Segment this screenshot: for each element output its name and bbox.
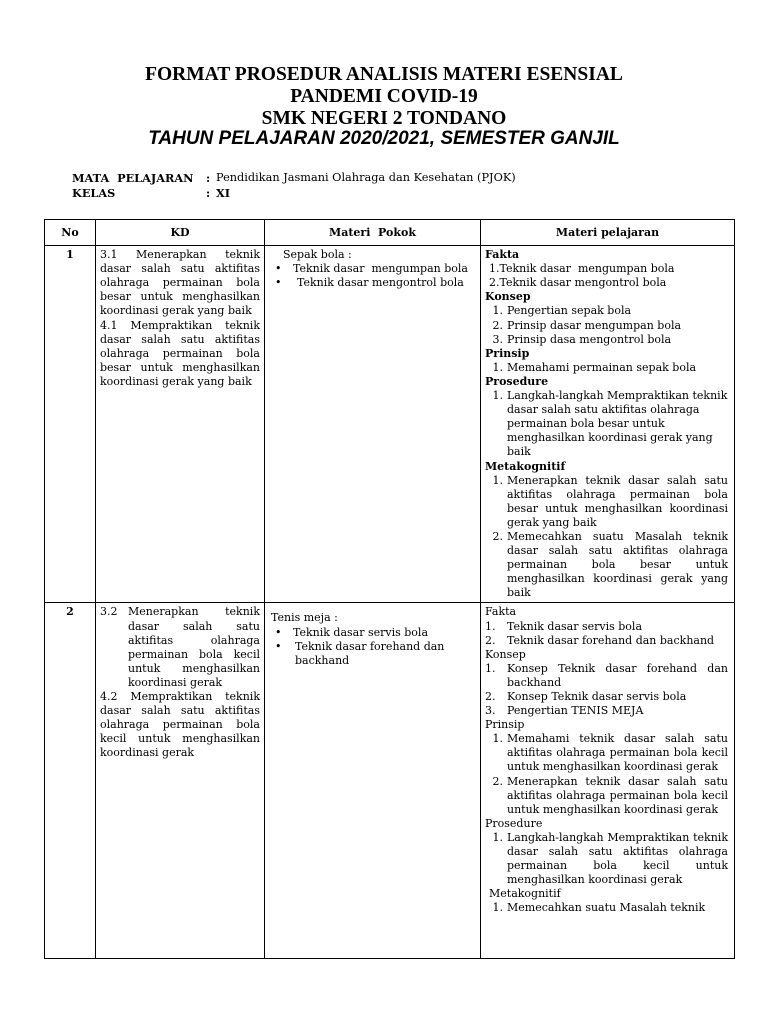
list-number: 1. — [485, 619, 496, 633]
kd-cell — [96, 603, 265, 959]
list-number: 2. — [492, 318, 503, 332]
list-number: 1. — [492, 901, 503, 915]
list-item-text: Teknik dasar servis bola — [507, 619, 643, 633]
list-item-text: Memahami permainan sepak bola — [507, 360, 697, 374]
materi-pokok-title: Tenis meja : — [271, 611, 338, 625]
bullet-icon: • — [275, 625, 282, 639]
list-item — [485, 389, 730, 459]
list-item — [485, 530, 730, 600]
list-item-text: Memahami teknik dasar salah satu aktifitas olahraga permainan bola kecil untuk menghasilkan koordinasi gerak — [507, 732, 728, 774]
doc-title-line-3: SMK NEGERI 2 TONDANO — [261, 108, 507, 129]
meta-subject-sep: : — [206, 171, 211, 185]
list-number: 1. — [492, 360, 503, 374]
list-number: 2. — [485, 690, 496, 703]
list-item-text: Langkah-langkah Mempraktikan teknik dasar salah satu aktifitas olahraga permainan bola kecil untuk menghasilkan koordinasi gerak — [507, 830, 728, 887]
list-item — [485, 690, 730, 704]
list-number: 2. — [489, 276, 500, 290]
table-row — [45, 246, 735, 603]
list-item — [485, 732, 730, 774]
section-heading: Fakta — [485, 248, 520, 262]
list-number: 2. — [485, 633, 496, 647]
list-item — [273, 276, 476, 290]
materi-pokok-cell — [265, 246, 481, 603]
list-item-text: Teknik dasar mengontrol bola — [499, 276, 667, 290]
list-item-text: Teknik dasar forehand dan backhand — [507, 633, 715, 647]
list-item — [273, 640, 476, 668]
section-heading: Prinsip — [485, 718, 525, 732]
kd-item — [100, 605, 260, 690]
doc-title-line-2: PANDEMI COVID-19 — [290, 86, 478, 107]
list-number: 1. — [485, 661, 496, 675]
list-number: 1. — [492, 830, 503, 844]
header-no: No — [45, 220, 96, 246]
kd-number: 3.2 — [100, 605, 118, 619]
header-kd: KD — [96, 220, 265, 246]
list-item-text: Konsep Teknik dasar servis bola — [507, 690, 687, 703]
materi-pelajaran-cell — [481, 246, 735, 603]
list-item-text: Menerapkan teknik dasar salah satu aktifitas olahraga permainan bola kecil untuk menghasilkan koordinasi gerak — [507, 774, 728, 816]
row-number: 1 — [45, 246, 96, 603]
section-heading: Konsep — [485, 290, 531, 304]
materi-pokok-cell — [265, 603, 481, 959]
document-meta — [72, 171, 516, 200]
list-item-text: Memecahkan suatu Masalah teknik dasar salah satu aktifitas olahraga permainan bola besar untuk menghasilkan koordinasi gerak yang baik — [507, 529, 728, 600]
bullet-icon: • — [275, 639, 282, 653]
table-row — [45, 603, 735, 959]
list-item — [485, 319, 730, 333]
list-item — [273, 626, 476, 640]
list-item — [485, 901, 730, 915]
section-heading: Metakognitif — [489, 887, 561, 901]
section-heading: Prosedure — [485, 816, 543, 830]
list-item — [485, 333, 730, 347]
analysis-table — [44, 219, 735, 959]
list-item — [485, 304, 730, 318]
section-heading: Metakognitif — [485, 459, 566, 473]
list-item-text: Memecahkan suatu Masalah teknik — [507, 901, 706, 915]
list-item — [485, 474, 730, 530]
header-materi-pelajaran: Materi pelajaran — [481, 220, 735, 246]
list-item-text: Teknik dasar mengontrol bola — [297, 276, 464, 290]
materi-pelajaran-cell — [481, 603, 735, 959]
list-item-text: Teknik dasar servis bola — [293, 625, 429, 639]
header-materi-pokok: Materi Pokok — [265, 220, 481, 246]
meta-class-sep: : — [206, 185, 211, 200]
list-number: 1. — [492, 732, 503, 746]
section-heading: Prosedure — [485, 374, 549, 388]
list-item-text: Konsep Teknik dasar forehand dan backhand — [507, 661, 728, 689]
list-item — [485, 276, 730, 290]
list-item — [485, 704, 730, 718]
kd-text: 4.2 Mempraktikan teknik dasar salah satu aktifitas olahraga permainan bola kecil untuk menghasilkan koordinasi gerak — [100, 690, 264, 760]
list-item-text: Prinsip dasa mengontrol bola — [507, 332, 672, 346]
list-item — [485, 634, 730, 648]
kd-cell — [96, 246, 265, 603]
meta-subject-label: MATA PELAJARAN — [72, 171, 194, 185]
materi-pokok-title: Sepak bola : — [283, 248, 352, 262]
section-heading: Konsep — [485, 647, 526, 661]
list-item-text: Menerapkan teknik dasar salah satu aktifitas olahraga permainan bola besar untuk menghasilkan koordinasi gerak yang baik — [507, 473, 728, 529]
list-item — [273, 262, 476, 276]
meta-subject-value: Pendidikan Jasmani Olahraga dan Kesehatan (PJOK) — [216, 171, 516, 184]
kd-text: Menerapkan teknik dasar salah satu aktifitas olahraga permainan bola kecil untuk menghasilkan koordinasi gerak — [128, 605, 260, 689]
list-item — [485, 262, 730, 276]
list-number: 2. — [492, 529, 503, 543]
section-heading: Fakta — [485, 605, 517, 619]
list-item — [485, 662, 730, 690]
list-item — [485, 361, 730, 375]
list-number: 1. — [489, 262, 500, 276]
list-item-text: Pengertian TENIS MEJA — [507, 704, 644, 718]
doc-title-line-4: TAHUN PELAJARAN 2020/2021, SEMESTER GANJIL — [148, 128, 620, 149]
list-item-text: Teknik dasar mengumpan bola — [293, 262, 468, 276]
list-item-text: Teknik dasar mengumpan bola — [499, 262, 675, 276]
doc-title-line-1: FORMAT PROSEDUR ANALISIS MATERI ESENSIAL — [145, 64, 623, 85]
kd-text: 3.1 Menerapkan teknik dasar salah satu aktifitas olahraga permainan bola besar untuk menghasilkan koordinasi gerak yang baik — [100, 248, 264, 318]
list-number: 3. — [485, 704, 496, 718]
list-item — [485, 831, 730, 887]
meta-class-value: XI — [216, 185, 231, 200]
meta-class-label: KELAS — [72, 185, 116, 200]
list-item-text: Langkah-langkah Mempraktikan teknik dasar salah satu aktifitas olahraga permainan bola besar untuk menghasilkan koordinasi gerak yang baik — [507, 389, 728, 459]
meta-class-row — [72, 186, 516, 201]
list-number: 1. — [492, 389, 503, 403]
kd-text: 4.1 Mempraktikan teknik dasar salah satu aktifitas olahraga permainan bola besar untuk menghasilkan koordinasi gerak yang baik — [100, 318, 264, 388]
list-item-text: Teknik dasar forehand dan backhand — [295, 639, 445, 667]
section-heading: Prinsip — [485, 346, 530, 360]
list-number: 2. — [492, 774, 503, 788]
row-number: 2 — [45, 603, 96, 959]
list-number: 1. — [492, 473, 503, 487]
list-number: 1. — [492, 304, 503, 318]
meta-subject-row — [72, 171, 516, 186]
list-item-text: Prinsip dasar mengumpan bola — [507, 318, 682, 332]
bullet-icon: • — [275, 276, 282, 290]
table-header-row — [45, 220, 735, 246]
list-item — [485, 775, 730, 817]
bullet-icon: • — [275, 262, 282, 276]
list-number: 3. — [492, 332, 503, 346]
list-item — [485, 620, 730, 634]
list-item-text: Pengertian sepak bola — [507, 304, 632, 318]
